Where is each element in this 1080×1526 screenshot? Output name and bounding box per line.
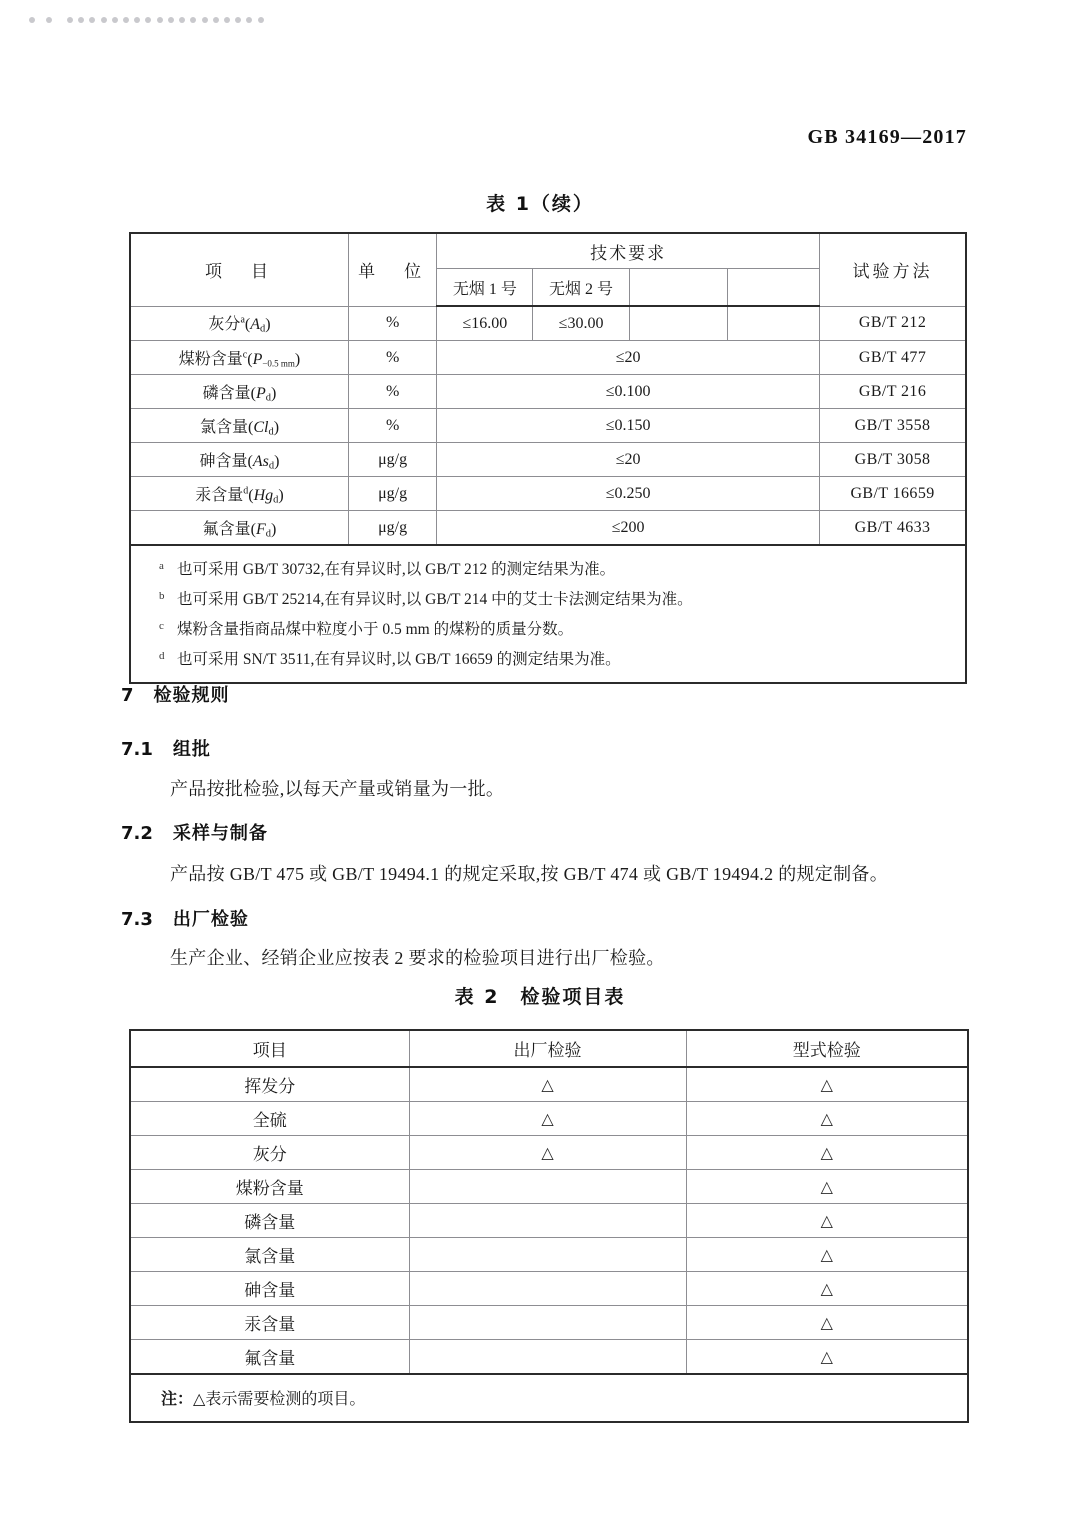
table2-type-inspection-mark: △ xyxy=(686,1136,968,1170)
table1-row xyxy=(130,341,966,375)
table1-test-method: GB/T 216 xyxy=(820,375,966,409)
standard-number-header: GB 34169—2017 xyxy=(807,126,967,148)
table1-value-cell: ≤20 xyxy=(437,341,820,375)
table2-item-name: 磷含量 xyxy=(130,1204,409,1238)
table1-item-name: 煤粉含量$^c(P_{-0.5 mm})$ xyxy=(130,341,349,375)
footnote-text: 煤粉含量指商品煤中粒度小于 0.5 mm 的煤粉的质量分数。 xyxy=(177,621,574,638)
scan-dot xyxy=(246,17,252,23)
table2-factory-inspection-mark xyxy=(409,1238,686,1272)
clause-number: 7.2 xyxy=(121,823,153,844)
table2-col-3: 型式检验 xyxy=(686,1030,968,1067)
scan-dot xyxy=(224,17,230,23)
table1-value-cell: ≤16.00 xyxy=(437,306,533,341)
table1-value-cell: ≤30.00 xyxy=(533,306,629,341)
table2-item-name: 汞含量 xyxy=(130,1306,409,1340)
table2-factory-inspection-mark xyxy=(409,1204,686,1238)
scan-dot xyxy=(235,17,241,23)
table1-test-method: GB/T 16659 xyxy=(820,477,966,511)
table2-note-row xyxy=(130,1374,968,1422)
clause-number: 7.3 xyxy=(121,909,153,930)
scan-dot xyxy=(190,17,196,23)
clause-heading-7-1 xyxy=(121,735,211,761)
table1-row xyxy=(130,306,966,341)
scan-dot xyxy=(157,17,163,23)
table2-type-inspection-mark: △ xyxy=(686,1238,968,1272)
table1-grade-col-1: 无烟 1 号 xyxy=(437,269,533,307)
table2-row xyxy=(130,1306,968,1340)
table1-test-method: GB/T 212 xyxy=(820,306,966,341)
table2-col-2: 出厂检验 xyxy=(409,1030,686,1067)
table1-item-name: 磷含量$(P_d)$ xyxy=(130,375,349,409)
note-label: 注： xyxy=(161,1391,194,1408)
clause-title: 采样与制备 xyxy=(172,823,268,844)
table1-value-cell xyxy=(629,306,727,341)
table2-row xyxy=(130,1340,968,1375)
table1-item-name: 汞含量$^d(Hg_d)$ xyxy=(130,477,349,511)
table2-row xyxy=(130,1170,968,1204)
table2-row xyxy=(130,1136,968,1170)
scan-dot xyxy=(213,17,219,23)
table2-item-name: 挥发分 xyxy=(130,1067,409,1102)
table2-factory-inspection-mark xyxy=(409,1272,686,1306)
table2-row xyxy=(130,1272,968,1306)
table1-row xyxy=(130,477,966,511)
footnote-text: 也可采用 SN/T 3511,在有异议时,以 GB/T 16659 的测定结果为准。 xyxy=(177,651,621,668)
table2-type-inspection-mark: △ xyxy=(686,1102,968,1136)
table2-item-name: 氟含量 xyxy=(130,1340,409,1375)
table2-row xyxy=(130,1204,968,1238)
table1-unit: % xyxy=(349,306,437,341)
table1-header-row-top xyxy=(130,233,966,269)
table1-unit: μg/g xyxy=(349,443,437,477)
table2-row xyxy=(130,1238,968,1272)
footnote-marker: d xyxy=(159,650,165,662)
table1-footnotes-row xyxy=(130,545,966,683)
table2-factory-inspection-mark: △ xyxy=(409,1136,686,1170)
table2-item-name: 全硫 xyxy=(130,1102,409,1136)
table2-item-name: 煤粉含量 xyxy=(130,1170,409,1204)
table2-item-name: 氯含量 xyxy=(130,1238,409,1272)
table1-footnote xyxy=(159,643,965,673)
table2-item-name: 灰分 xyxy=(130,1136,409,1170)
table2-row xyxy=(130,1102,968,1136)
clause-title: 检验规则 xyxy=(153,685,230,706)
scan-dot xyxy=(101,17,107,23)
table1-footnote xyxy=(159,553,965,583)
table1-footnote xyxy=(159,613,965,643)
scan-dot xyxy=(29,17,35,23)
paragraph-7-1: 产品按批检验,以每天产量或销量为一批。 xyxy=(170,779,505,799)
clause-heading-7 xyxy=(121,681,230,707)
table2-factory-inspection-mark: △ xyxy=(409,1067,686,1102)
footnote-text: 也可采用 GB/T 25214,在有异议时,以 GB/T 214 中的艾士卡法测定结果为准。 xyxy=(177,591,693,608)
table2-factory-inspection-mark xyxy=(409,1306,686,1340)
table2-caption: 表 2 检验项目表 xyxy=(454,986,626,1008)
table2-type-inspection-mark: △ xyxy=(686,1204,968,1238)
table1-value-cell: ≤0.150 xyxy=(437,409,820,443)
table1-item-name: 氯含量$(Cl_d)$ xyxy=(130,409,349,443)
table2-type-inspection-mark: △ xyxy=(686,1306,968,1340)
table1-row xyxy=(130,409,966,443)
scan-dot xyxy=(78,17,84,23)
table1-value-cell: ≤0.250 xyxy=(437,477,820,511)
clause-number: 7 xyxy=(121,685,134,706)
table1-row xyxy=(130,443,966,477)
scan-dot xyxy=(179,17,185,23)
table1-value-cell: ≤200 xyxy=(437,511,820,546)
scan-dot xyxy=(89,17,95,23)
scan-dot xyxy=(168,17,174,23)
table1-grade-col-4 xyxy=(727,269,819,307)
table2-header-row xyxy=(130,1030,968,1067)
paragraph-7-2: 产品按 GB/T 475 或 GB/T 19494.1 的规定采取,按 GB/T 474 或 GB/T 19494.2 的规定制备。 xyxy=(170,864,889,884)
note-text: △表示需要检测的项目。 xyxy=(193,1391,366,1408)
table1-col-item: 项 目 xyxy=(130,233,349,306)
table1-col-unit: 单 位 xyxy=(349,233,437,306)
table2-type-inspection-mark: △ xyxy=(686,1067,968,1102)
table1-unit: % xyxy=(349,375,437,409)
scan-dot xyxy=(123,17,129,23)
footnote-text: 也可采用 GB/T 30732,在有异议时,以 GB/T 212 的测定结果为准。 xyxy=(177,561,616,578)
paragraph-7-3: 生产企业、经销企业应按表 2 要求的检验项目进行出厂检验。 xyxy=(170,948,665,968)
table1-row xyxy=(130,511,966,546)
scan-dot xyxy=(134,17,140,23)
table1-unit: % xyxy=(349,409,437,443)
table2-factory-inspection-mark xyxy=(409,1340,686,1375)
table2-factory-inspection-mark xyxy=(409,1170,686,1204)
table1-test-method: GB/T 4633 xyxy=(820,511,966,546)
scan-artifact-dots xyxy=(26,17,266,27)
table1-row xyxy=(130,375,966,409)
clause-number: 7.1 xyxy=(121,739,153,760)
clause-heading-7-2 xyxy=(121,819,268,845)
table1-item-name: 氟含量$(F_d)$ xyxy=(130,511,349,546)
table-2-inspection-items xyxy=(129,1029,969,1423)
table1-col-test-method: 试验方法 xyxy=(820,233,966,306)
scan-dot xyxy=(112,17,118,23)
table2-type-inspection-mark: △ xyxy=(686,1340,968,1375)
table1-test-method: GB/T 3558 xyxy=(820,409,966,443)
table2-col-1: 项目 xyxy=(130,1030,409,1067)
scan-dot xyxy=(145,17,151,23)
table1-value-cell xyxy=(727,306,819,341)
table1-col-tech-requirements: 技术要求 xyxy=(437,233,820,269)
table1-test-method: GB/T 477 xyxy=(820,341,966,375)
table2-type-inspection-mark: △ xyxy=(686,1170,968,1204)
table1-item-name: 灰分$^a(A_d)$ xyxy=(130,306,349,341)
scan-dot xyxy=(202,17,208,23)
table1-grade-col-2: 无烟 2 号 xyxy=(533,269,629,307)
table-1-continued xyxy=(129,232,967,684)
table2-row xyxy=(130,1067,968,1102)
table1-value-cell: ≤0.100 xyxy=(437,375,820,409)
table1-footnote xyxy=(159,583,965,613)
table1-unit: % xyxy=(349,341,437,375)
table2-factory-inspection-mark: △ xyxy=(409,1102,686,1136)
clause-title: 出厂检验 xyxy=(172,909,249,930)
table2-note xyxy=(130,1374,968,1422)
footnote-marker: b xyxy=(159,590,165,602)
table1-footnotes xyxy=(130,545,966,683)
footnote-marker: c xyxy=(159,620,164,632)
clause-heading-7-3 xyxy=(121,905,249,931)
scan-dot xyxy=(46,17,52,23)
table1-caption: 表 1（续） xyxy=(486,193,594,215)
table1-grade-col-3 xyxy=(629,269,727,307)
table1-test-method: GB/T 3058 xyxy=(820,443,966,477)
table2-item-name: 砷含量 xyxy=(130,1272,409,1306)
table1-item-name: 砷含量$(As_d)$ xyxy=(130,443,349,477)
footnote-marker: a xyxy=(159,560,164,572)
table1-unit: μg/g xyxy=(349,477,437,511)
table1-value-cell: ≤20 xyxy=(437,443,820,477)
table1-unit: μg/g xyxy=(349,511,437,546)
table2-type-inspection-mark: △ xyxy=(686,1272,968,1306)
scan-dot xyxy=(258,17,264,23)
clause-title: 组批 xyxy=(172,739,211,760)
scan-dot xyxy=(67,17,73,23)
